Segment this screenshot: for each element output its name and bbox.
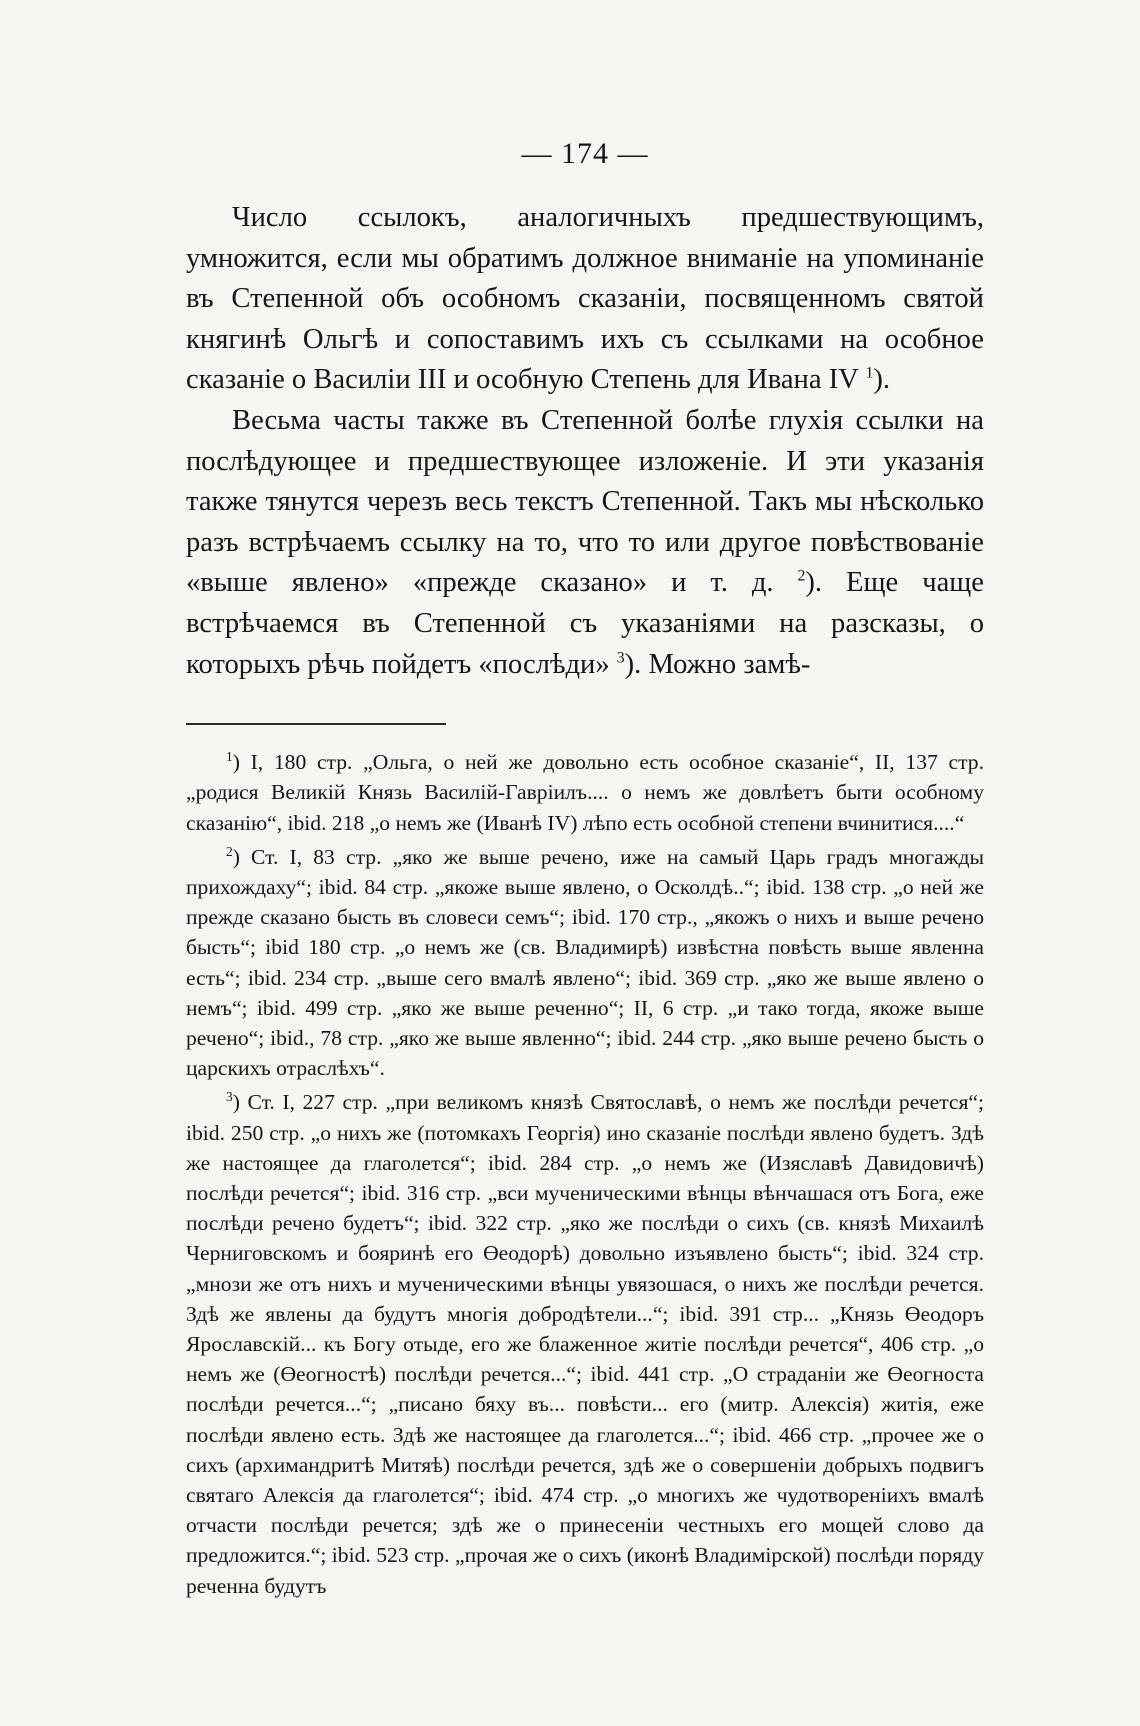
footnotes <box>186 747 984 1601</box>
footnote-1 <box>186 747 984 838</box>
paragraph-2-part-2: ). Еще чаще встрѣчаемся въ Степенной съ указаніями на разсказы, о которыхъ рѣчь пойдетъ «послѣди» <box>186 567 984 680</box>
footnote-ref-2[interactable]: 2 <box>797 567 806 585</box>
footnote-text: ) Ст. I, 227 стр. „при великомъ князѣ Святославѣ, о немъ же послѣди речется“; ibid. 250 стр. „о нихъ же (потомкахъ Георгія) ино сказаніе послѣди явлено будетъ. Здѣ же настоящее да глаголется“; ibid. 284 стр. „о немъ же (Изяславѣ Давидовичѣ) послѣди речется“; ibid. 316 стр. „вси мученическими вѣнцы вѣнчашася отъ Бога, еже послѣди речено будетъ“; ibid. 322 стр. „яко же послѣди о сихъ (св. князѣ Михаилѣ Черниговскомъ и бояринѣ его Өеодорѣ) довольно изъявлено бысть“; ibid. 324 стр. „мнози же отъ нихъ и мученическими вѣнцы увязошася, о нихъ же послѣди речется. Здѣ же явлены да будутъ многія добродѣтели...“; ibid. 391 стр... „Князь Өеодоръ Ярославскій... къ Богу отыде, его же блаженное житіе послѣди речется“, 406 стр. „о немъ же (Өеогностѣ) послѣди речется...“; ibid. 441 стр. „О страданіи же Өеогноста послѣди речется...“; „писано бяху въ... повѣсти... его (митр. Алексія) житія, еже послѣди явлено есть. Здѣ же настоящее да глаголется...“; ibid. 466 стр. „прочее же о сихъ (архимандритѣ Митяѣ) послѣди речется, здѣ же о совершеніи добрыхъ подвигъ святаго Алексія да глаголется“; ibid. 474 стр. „о многихъ же чудотвореніихъ вмалѣ отчасти послѣди речется; здѣ же о принесеніи честныхъ его мощей слово да предложится.“; ibid. 523 стр. „прочая же о сихъ (иконѣ Владимірской) послѣди поряду реченна будутъ <box>186 1090 984 1598</box>
paragraph-2 <box>186 401 984 685</box>
paragraph-1-text: Число ссылокъ, аналогичныхъ предшествующимъ, умножится, если мы обратимъ должное вниманіе на упоминаніе въ Степенной объ особномъ сказаніи, посвященномъ святой княгинѣ Ольгѣ и сопоставимъ ихъ съ ссылками на особное сказаніе о Василіи III и особную Степень для Ивана IV <box>186 202 984 396</box>
page-number: — 174 — <box>521 137 649 170</box>
paragraph-1 <box>186 198 984 401</box>
footnote-mark: 3 <box>226 1089 233 1105</box>
footnote-separator <box>186 723 446 725</box>
paragraph-2-part-3: ). Можно замѣ- <box>624 648 811 680</box>
footnote-text: ) I, 180 стр. „Ольга, о ней же довольно есть особное сказаніе“, II, 137 стр. „родися Великій Князь Василій-Гавріилъ.... о немъ же довлѣетъ быти особному сказанію“, ibid. 218 „о немъ же (Иванѣ IV) лѣпо есть особной степени вчинитися....“ <box>186 750 984 835</box>
footnote-mark: 1 <box>226 748 233 764</box>
footnote-3 <box>186 1087 984 1600</box>
paragraph-1-end: ). <box>873 364 891 396</box>
footnote-mark: 2 <box>226 843 233 859</box>
footnote-text: ) Ст. I, 83 стр. „яко же выше речено, иже на самый Царь градъ многажды прихождаху“; ibid. 84 стр. „якоже выше явлено, о Осколдѣ..“; ibid. 138 стр. „о ней же прежде сказано бысть въ словеси семъ“; ibid. 170 стр., „якожъ о нихъ и выше речено бысть“; ibid 180 стр. „о немъ же (св. Владимирѣ) извѣстна повѣсть выше явленна есть“; ibid. 234 стр. „выше сего вмалѣ явлено“; ibid. 369 стр. „яко же выше явлено о немъ“; ibid. 499 стр. „яко же выше реченно“; II, 6 стр. „и тако тогда, якоже выше речено“; ibid., 78 стр. „яко же выше явленно“; ibid. 244 стр. „яко выше речено бысть о царскихъ отраслѣхъ“. <box>186 844 984 1081</box>
footnote-ref-1[interactable]: 1 <box>865 364 874 382</box>
main-text <box>186 198 984 685</box>
footnote-ref-3[interactable]: 3 <box>616 649 625 666</box>
paragraph-2-part-1: Весьма часты также въ Степенной болѣе глухія ссылки на послѣдующее и предшествующее изложеніе. И эти указанія также тянутся черезъ весь текстъ Степенной. Такъ мы нѣсколько разъ встрѣчаемъ ссылку на то, что то или другое повѣствованіе «выше явлено» «прежде сказано» и т. д. <box>186 404 984 599</box>
footnote-2 <box>186 842 984 1084</box>
